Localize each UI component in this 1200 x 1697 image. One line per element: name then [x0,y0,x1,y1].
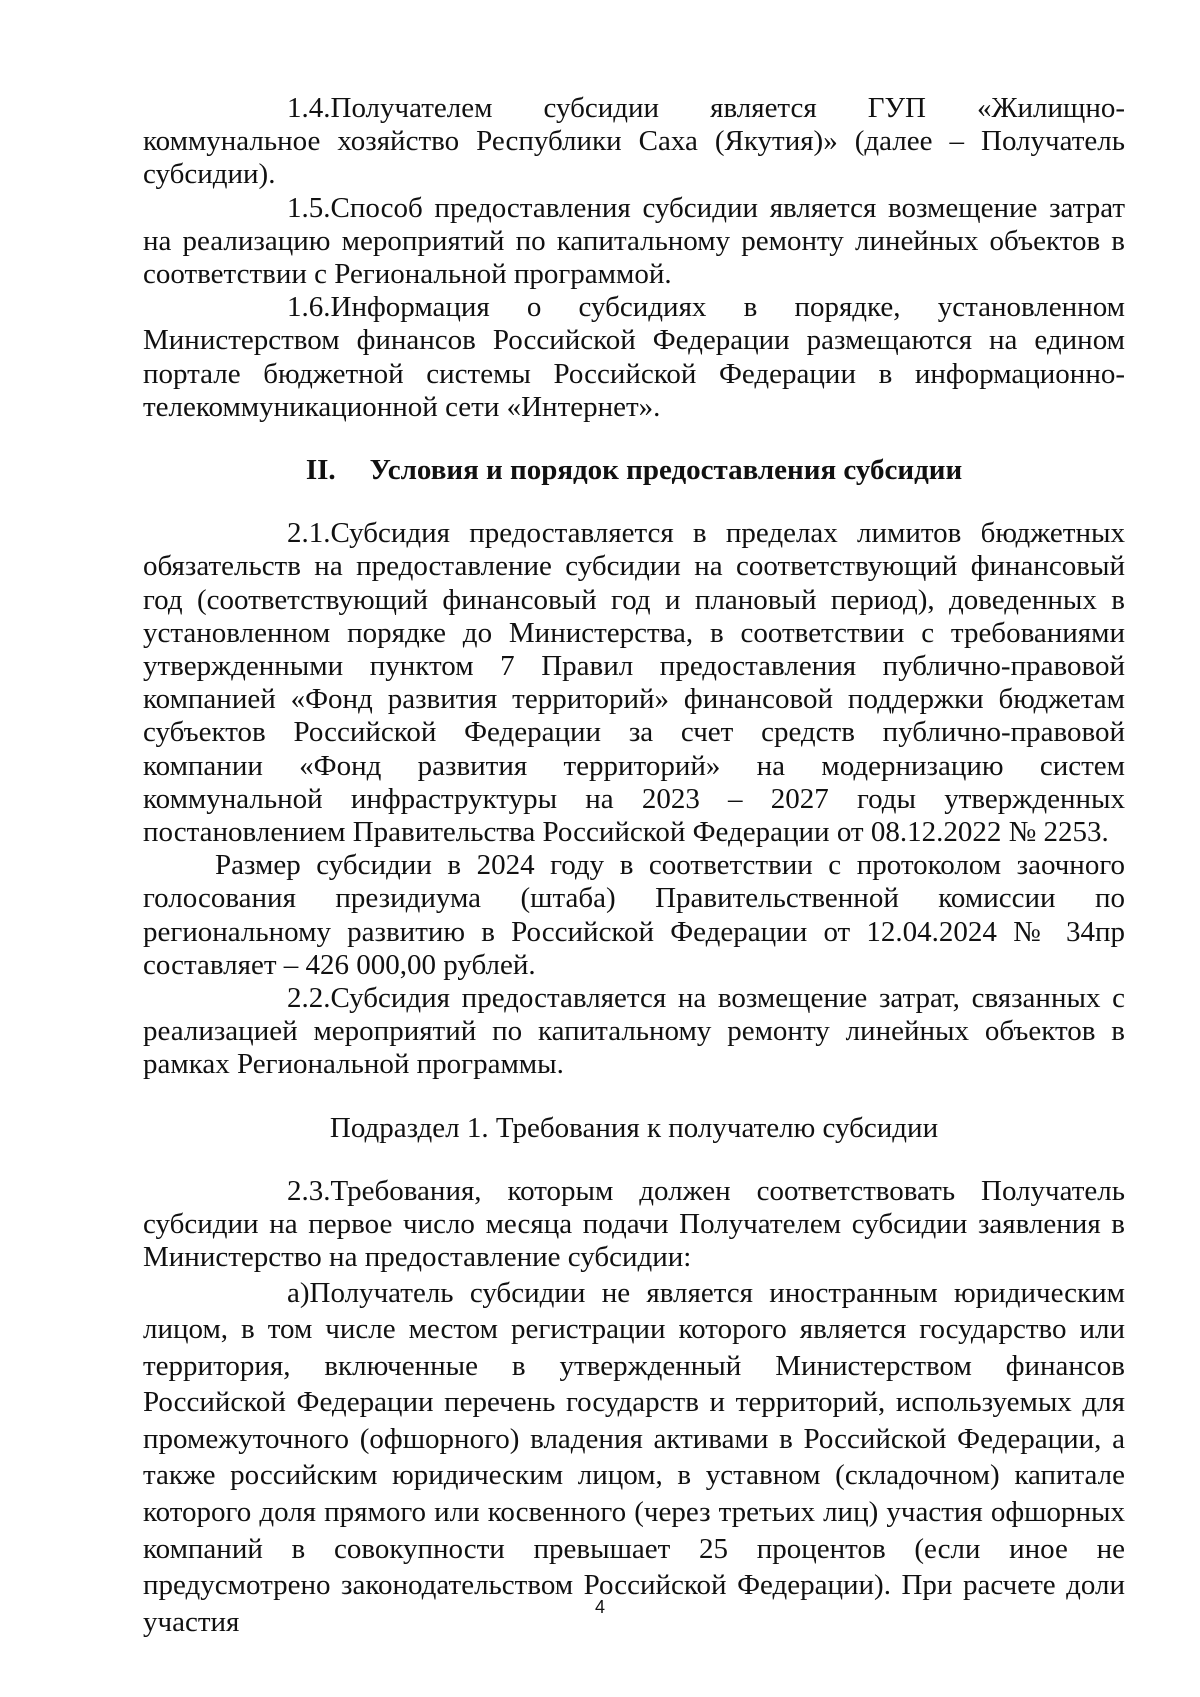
page-number: 4 [594,1597,605,1617]
paragraph-text: Способ предоставления субсидии является возмещение затрат на реализацию мероприятий по капитальному ремонту линейных объектов в соответствии с Региональной программой. [143,191,1125,291]
paragraph-text: Субсидия предоставляется на возмещение затрат, связанных с реализацией мероприятий по капитальному ремонту линейных объектов в рамках Региональной программы. [143,982,1125,1081]
paragraph-number: 1.4. [287,92,331,124]
paragraph-text: Субсидия предоставляется в пределах лимитов бюджетных обязательств на предоставление субсидии на соответствующий финансовый год (соответствующий финансовый год и плановый период), доведенных в установленном порядке до Министерства, в соответствии с требованиями утвержденными пунктом 7 Правил предоставления публично-правовой компанией «Фонд развития территорий» финансовой поддержки бюджетам субъектов Российской Федерации за счет средств публично-правовой компании «Фонд развития территорий» на модернизацию систем коммунальной инфраструктуры на 2023 – 2027 годы утвержденных постановлением Правительства Российской Федерации от 08.12.2022 № 2253. [143,517,1125,849]
section-heading [143,454,1125,487]
paragraph-text: Требования, которым должен соответствовать Получатель субсидии на первое число месяца подачи Получателем субсидии заявления в Министерство на предоставление субсидии: [143,1174,1125,1274]
paragraph-text: Информация о субсидиях в порядке, установленном Министерством финансов Российской Федерации размещаются на едином портале бюджетной системы Российской Федерации в информационно-телекоммуникационной сети «Интернет». [143,291,1125,423]
section-number: II. [305,454,336,487]
paragraph-1-6 [143,291,1125,424]
paragraph-subsidy-size [143,849,1125,982]
paragraph-number: 2.1. [287,517,331,550]
paragraph-1-5 [143,192,1125,292]
paragraph-text: Получателем субсидии является ГУП «Жилищно-коммунальное хозяйство Республики Саха (Якутия)» (далее – Получатель субсидии). [143,92,1125,191]
subsection-heading: Подраздел 1. Требования к получателю субсидии [329,1111,939,1144]
paragraph-item-a [143,1275,1125,1641]
paragraph-number: а) [287,1276,310,1309]
paragraph-number: 2.3. [287,1174,331,1207]
paragraph-2-2 [143,982,1125,1082]
section-title: Условия и порядок предоставления субсидии [369,454,963,487]
document-body [143,92,1125,1640]
paragraph-number: 1.5. [287,191,331,224]
paragraph-2-3 [143,1175,1125,1275]
paragraph-number: 2.2. [287,982,331,1015]
paragraph-text: Размер субсидии в 2024 году в соответствии с протоколом заочного голосования президиума (штаба) Правительственной комиссии по региональному развитию в Российской Федерации от 12.04.2024 № 34пр составляет – 426 000,00 рублей. [143,849,1125,981]
paragraph-number: 1.6. [287,291,331,324]
paragraph-text: Получатель субсидии не является иностранным юридическим лицом, в том числе местом регистрации которого является государство или территория, включенные в утвержденный Министерством финансов Российской Федерации перечень государств и территорий, используемых для промежуточного (офшорного) владения активами в Российской Федерации, а также российским юридическим лицом, в уставном (складочном) капитале которого доля прямого или косвенного (через третьих лиц) участия офшорных компаний в совокупности превышает 25 процентов (если иное не предусмотрено законодательством Российской Федерации). При расчете доли участия [143,1276,1125,1638]
paragraph-2-1 [143,517,1125,849]
paragraph-1-4 [143,92,1125,192]
